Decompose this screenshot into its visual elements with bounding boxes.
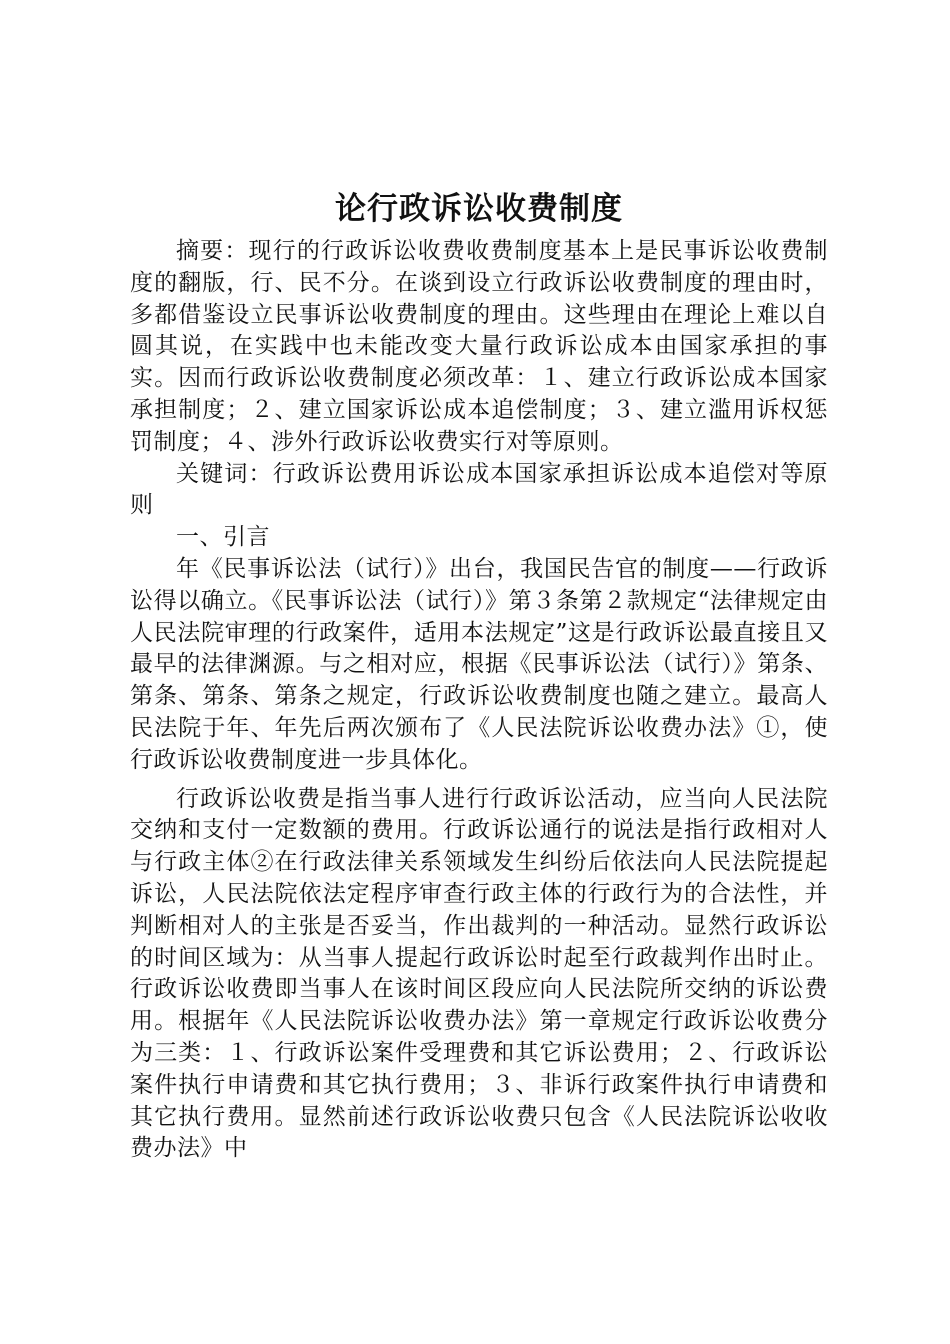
section-heading-intro: 一、引言 <box>176 524 270 551</box>
body-paragraph: 年《民事诉讼法（试行）》出台，我国民告官的制度——行政诉讼得以确立。《民事诉讼法（试行）》第３条第２款规定“法律规定由人民法院审理的行政案件，适用本法规定”这是行政诉讼最直接且又最早的法律渊源。与之相对应，根据《民事诉讼法（试行）》第条、第条、第条、第条之规定，行政诉讼收费制度也随之建立。最高人民法院于年、年先后两次颁布了《人民法院诉讼收费办法》①，使行政诉讼收费制度进一步具体化。 <box>130 555 828 773</box>
document-title: 论行政诉讼收费制度 <box>335 191 623 227</box>
abstract-paragraph: 摘要：现行的行政诉讼收费收费制度基本上是民事诉讼收费制度的翻版，行、民不分。在谈到设立行政诉讼收费制度的理由时，多都借鉴设立民事诉讼收费制度的理由。这些理由在理论上难以自圆其说，在实践中也未能改变大量行政诉讼成本由国家承担的事实。因而行政诉讼收费制度必须改革：１、建立行政诉讼成本国家承担制度；２、建立国家诉讼成本追偿制度；３、建立滥用诉权惩罚制度；４、涉外行政诉讼收费实行对等原则。 <box>130 238 828 455</box>
body-paragraph: 行政诉讼收费是指当事人进行行政诉讼活动，应当向人民法院交纳和支付一定数额的费用。行政诉讼通行的说法是指行政相对人与行政主体②在行政法律关系领域发生纠纷后依法向人民法院提起诉讼，人民法院依法定程序审查行政主体的行政行为的合法性，并判断相对人的主张是否妥当，作出裁判的一种活动。显然行政诉讼的时间区域为：从当事人提起行政诉讼时起至行政裁判作出时止。行政诉讼收费即当事人在该时间区段应向人民法院所交纳的诉讼费用。根据年《人民法院诉讼收费办法》第一章规定行政诉讼收费分为三类：１、行政诉讼案件受理费和其它诉讼费用；２、行政诉讼案件执行申请费和其它执行费用；３、非诉行政案件执行申请费和其它执行费用。显然前述行政诉讼收费只包含《人民法院诉讼收收费办法》中 <box>130 785 828 1162</box>
document-body <box>130 186 828 1165</box>
keywords-paragraph: 关键词：行政诉讼费用诉讼成本国家承担诉讼成本追偿对等原则 <box>130 460 828 519</box>
